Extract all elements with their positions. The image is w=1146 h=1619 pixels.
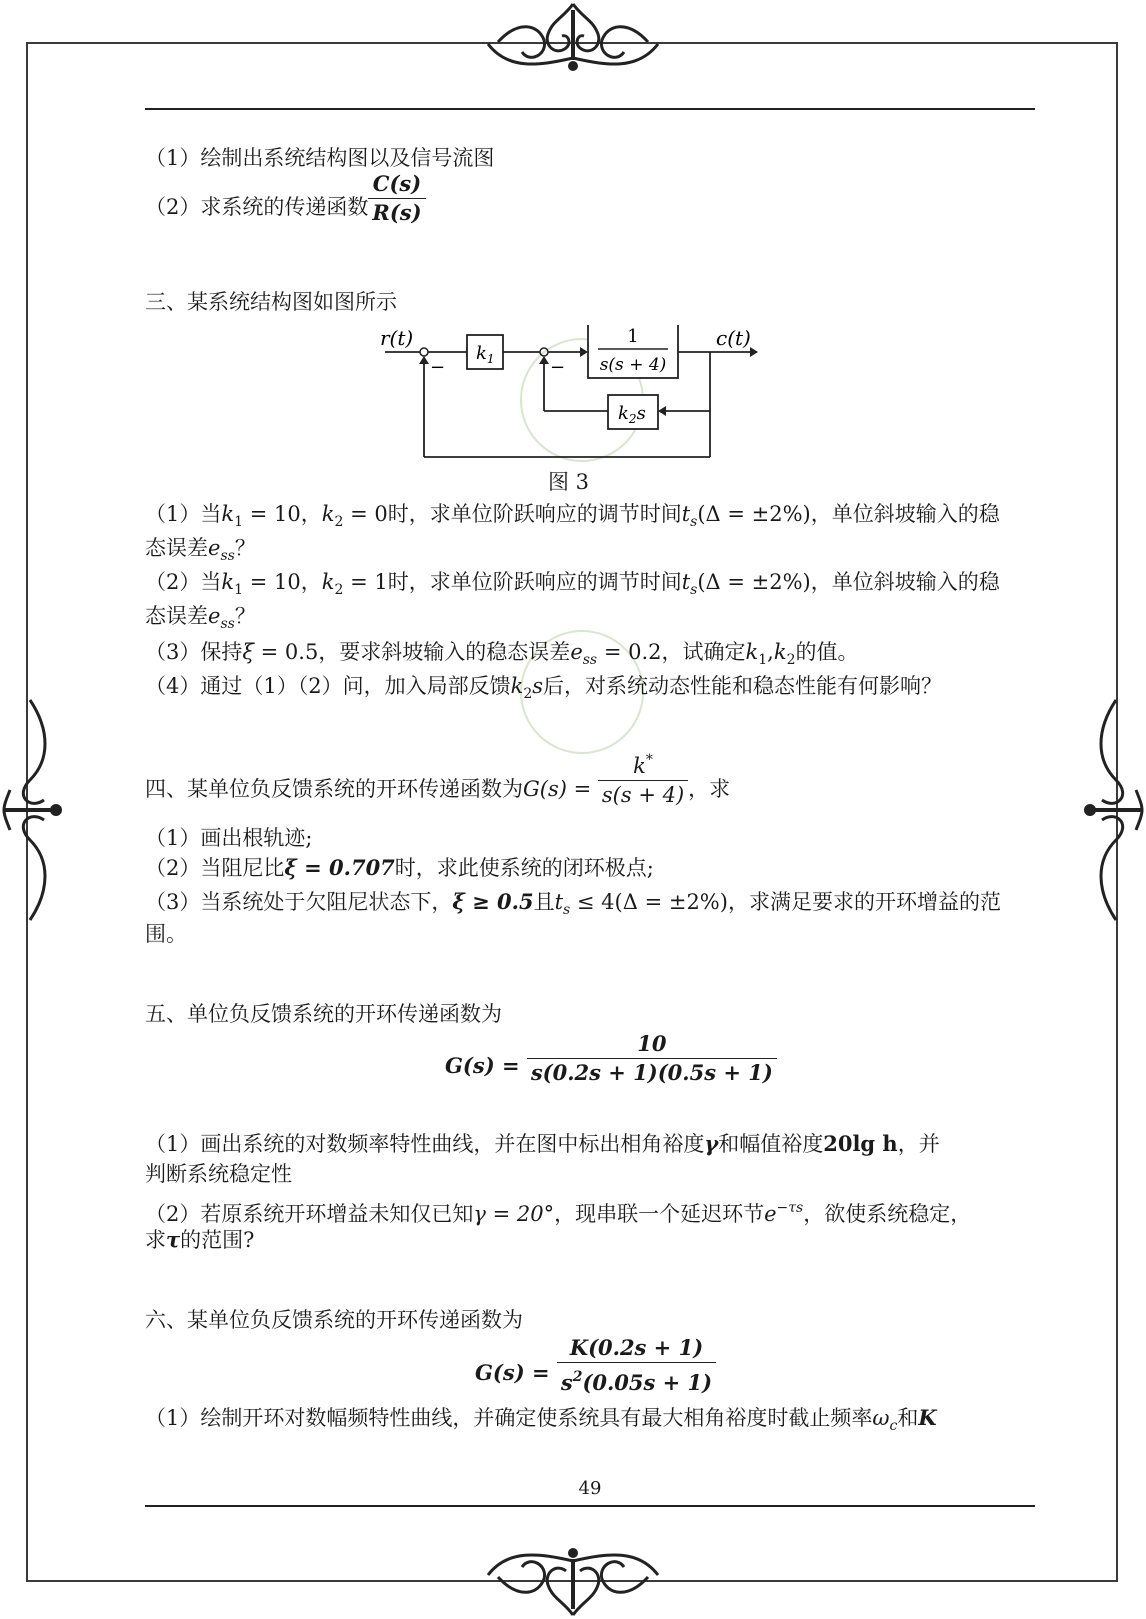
q5-title: 五、单位负反馈系统的开环传递函数为 [145, 1002, 502, 1026]
q2-item-2: （2）求系统的传递函数 $\frac{C(s)}{R(s)}$ [145, 190, 426, 227]
figure-caption: 图 3 [548, 470, 590, 494]
arrow-icon [419, 356, 429, 364]
q5-item-1-cont: 判断系统稳定性 [145, 1162, 292, 1186]
q3-item-4: （4）通过（1）（2）问，加入局部反馈$k_2s$后，对系统动态性能和稳态性能有何影响？ [145, 674, 943, 702]
minus-sign-1: − [430, 357, 446, 378]
q5-formula: G(s) = $\frac{10}{s(0.2s + 1)(0.5s + 1)}$ [445, 1048, 777, 1087]
q6-title: 六、某单位负反馈系统的开环传递函数为 [145, 1308, 523, 1332]
input-label: r(t) [380, 326, 414, 350]
block-plant-denominator: s(s + 4) [599, 355, 667, 375]
q3-item-2-cont: 态误差$e_{ss}$？ [145, 604, 256, 632]
q5-item-2-cont: 求τ的范围? [145, 1227, 255, 1252]
left-ornament-icon [0, 690, 64, 930]
q4-item-1: （1）画出根轨迹; [145, 826, 313, 850]
block-k1-label: $k_1$ [476, 343, 495, 366]
top-ornament-icon [478, 0, 668, 82]
q3-item-1-cont: 态误差$e_{ss}$？ [145, 536, 256, 564]
q6-item-1: （1）绘制开环对数幅频特性曲线，并确定使系统具有最大相角裕度时截止频率$\omega_c$和K [145, 1405, 937, 1434]
q3-item-3: （3）保持ξ = 0.5，要求斜坡输入的稳态误差$e_{ss} = 0.2$，试确定$k_1,k_2$的值。 [145, 640, 859, 668]
arrow-icon [539, 356, 549, 364]
bottom-ornament-icon [478, 1537, 668, 1619]
right-ornament-icon [1082, 690, 1146, 930]
minus-sign-2: − [550, 357, 566, 378]
summing-junction-2 [540, 348, 548, 356]
page-number: 49 [578, 1478, 602, 1499]
footer-rule [145, 1505, 1035, 1507]
arrow-icon [750, 347, 758, 357]
header-rule [145, 108, 1035, 110]
q3-item-1: （1）当$k_1 = 10$，$k_2 = 0$时，求单位阶跃响应的调节时间$t_s(\Delta = \pm 2\%)$，单位斜坡输入的稳 [145, 502, 1000, 530]
q4-item-3: （3）当系统处于欠阻尼状态下，ξ ≥ 0.5且$t_s \le 4(\Delta = \pm 2\%)$，求满足要求的开环增益的范 [145, 889, 1001, 918]
q2-item-1: （1）绘制出系统结构图以及信号流图 [145, 146, 495, 170]
q4-title: 四、某单位负反馈系统的开环传递函数为G(s) = $\frac{k^*}{s(s + 4)}$ ，求 [145, 772, 730, 809]
block-plant-numerator: 1 [627, 326, 639, 347]
block-diagram [380, 325, 780, 475]
q4-item-2: （2）当阻尼比ξ = 0.707时，求此使系统的闭环极点; [145, 855, 654, 880]
summing-junction-1 [420, 348, 428, 356]
q3-item-2: （2）当$k_1 = 10$，$k_2 = 1$时，求单位阶跃响应的调节时间$t_s(\Delta = \pm 2\%)$，单位斜坡输入的稳 [145, 570, 1000, 598]
q5-item-2: （2）若原系统开环增益未知仅已知γ = 20°，现串联一个延迟环节$e^{-\tau s}$，欲使系统稳定， [145, 1200, 972, 1226]
block-k2s-label: $k_2s$ [618, 403, 646, 426]
output-label: c(t) [716, 326, 751, 350]
q6-formula: G(s) = $\frac{K(0.2s + 1)}{s^2(0.05s + 1)}$ [475, 1352, 716, 1397]
q5-item-1: （1）画出系统的对数频率特性曲线，并在图中标出相角裕度γ和幅值裕度20lg h，并 [145, 1131, 940, 1156]
arrow-icon [658, 406, 666, 416]
q3-title: 三、某系统结构图如图所示 [145, 290, 397, 314]
arrow-icon [580, 347, 588, 357]
q4-item-3-cont: 围。 [145, 922, 187, 946]
